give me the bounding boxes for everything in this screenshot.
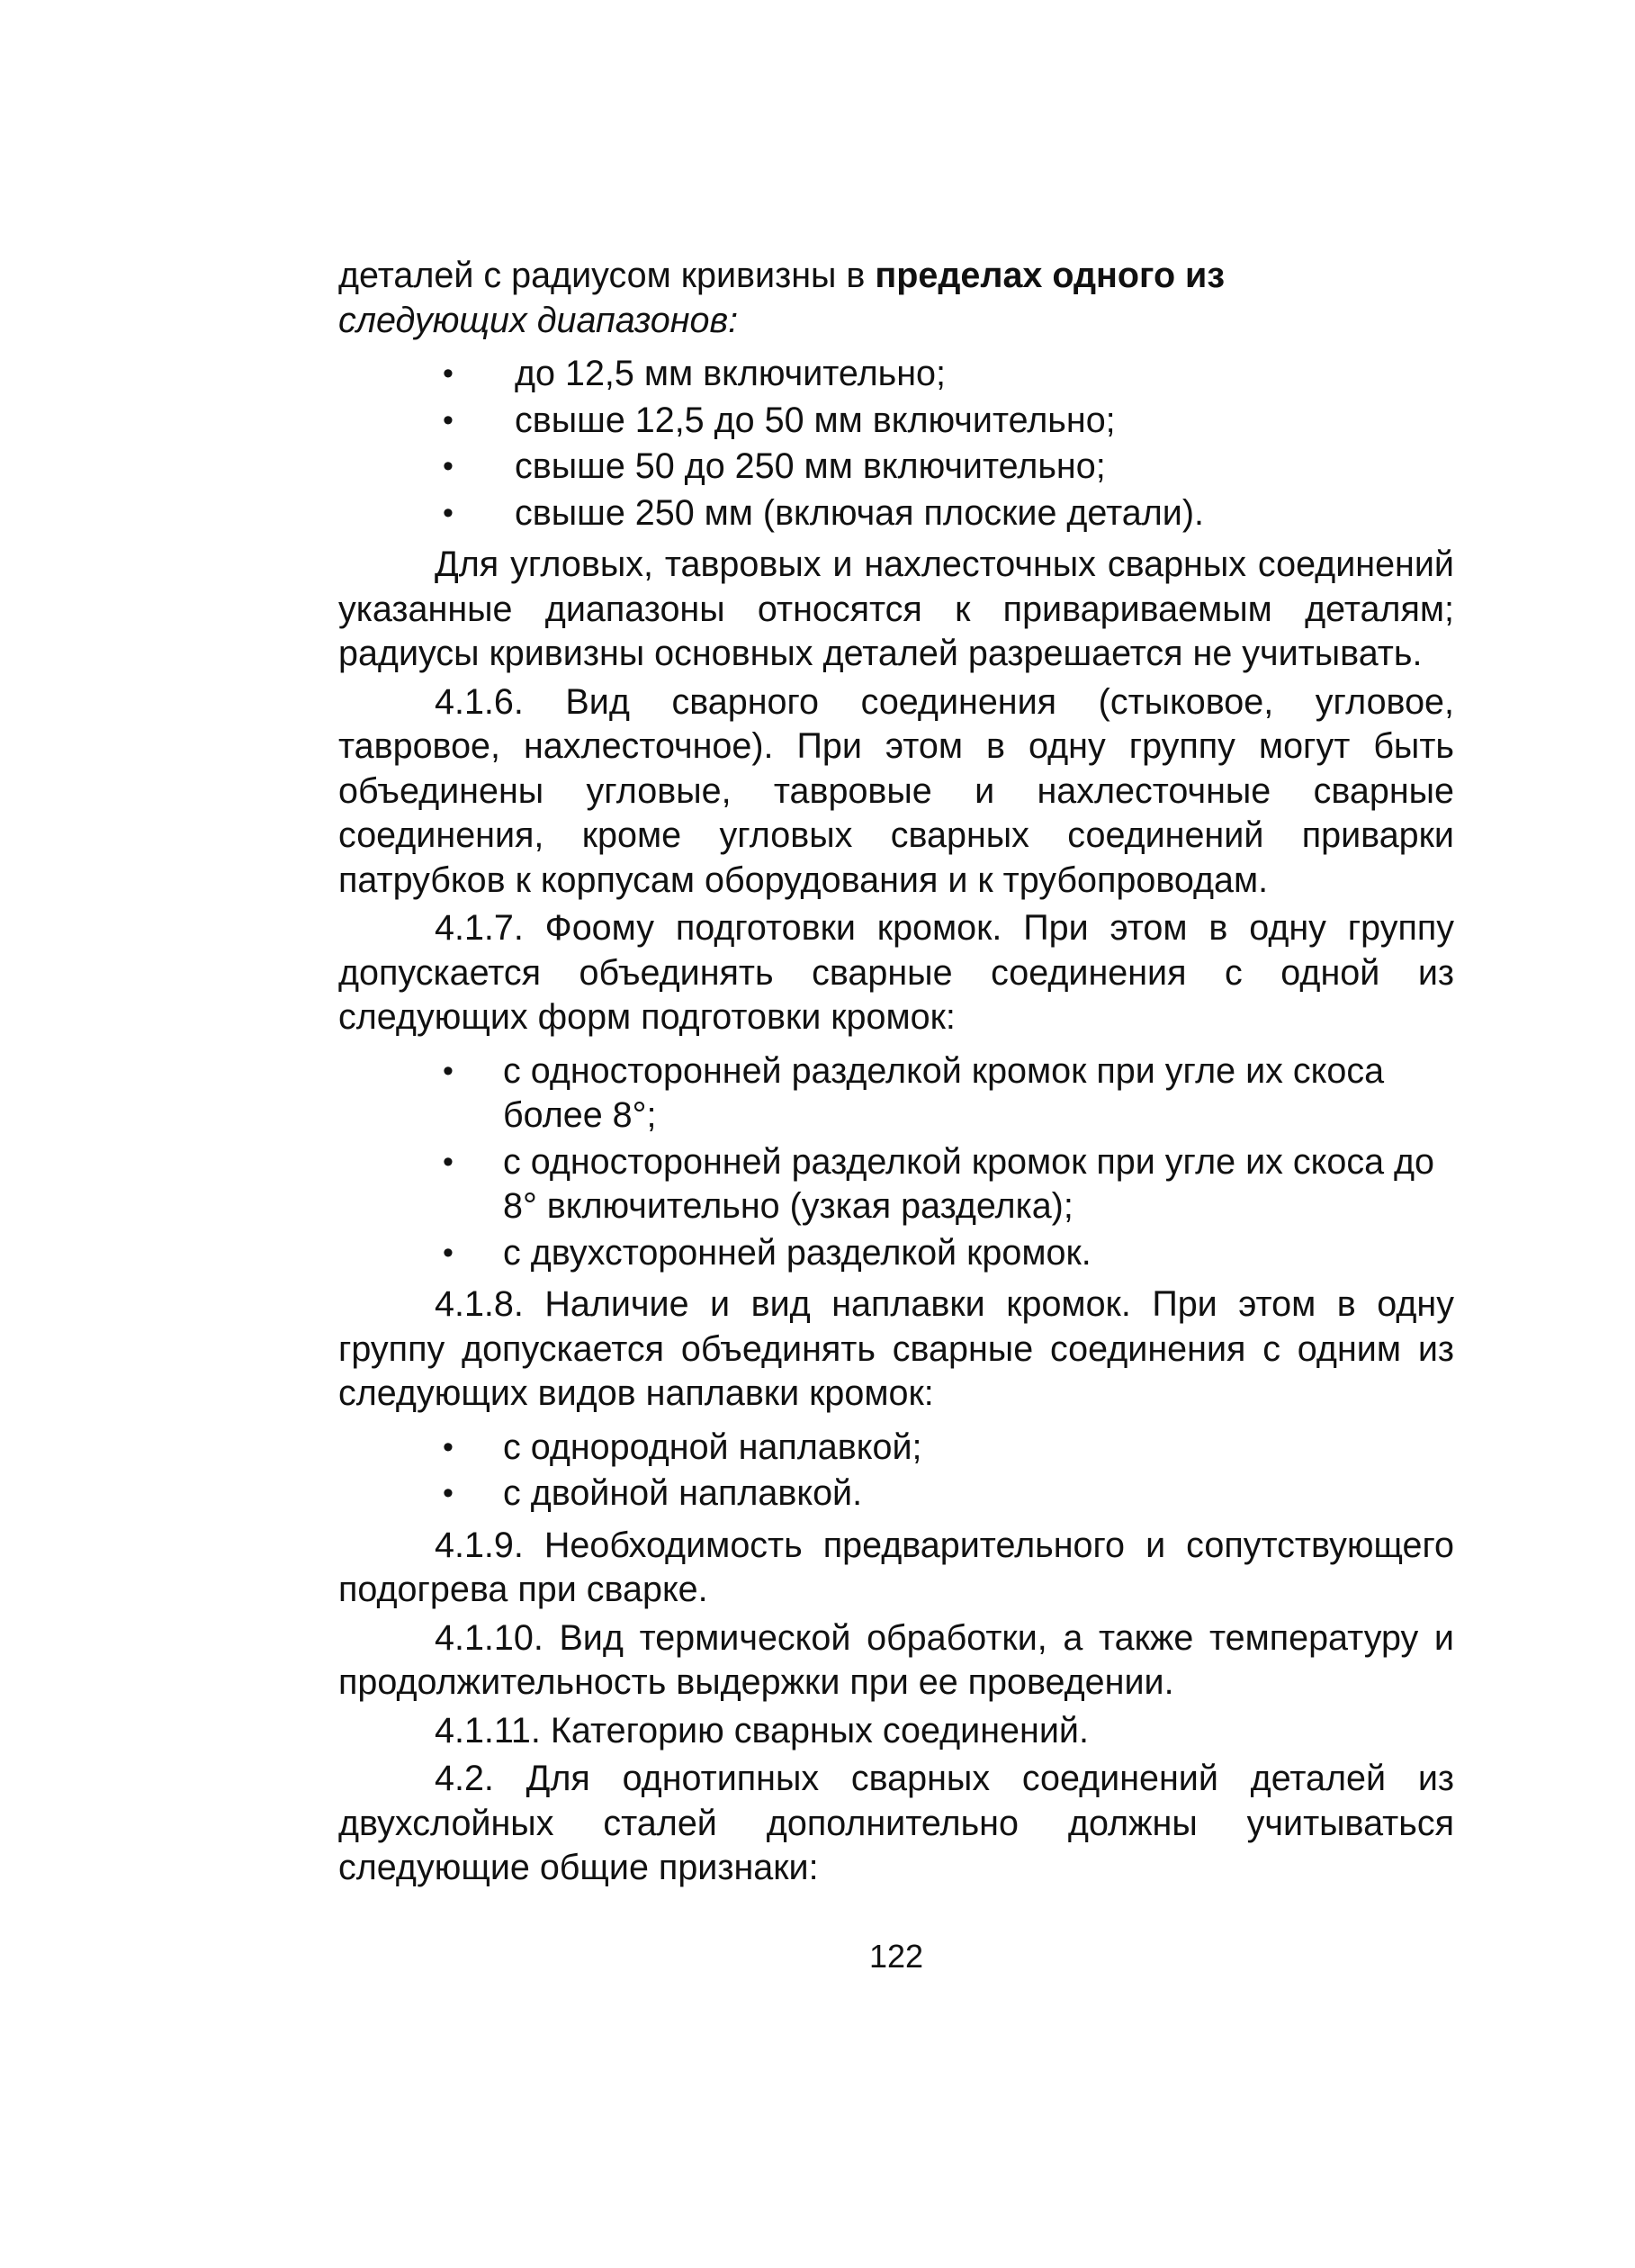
- bullet-icon: •: [443, 1144, 454, 1179]
- bullet-icon: •: [443, 449, 454, 483]
- edge-preparation-list: [338, 1049, 1454, 1276]
- list-item: • с двойной наплавкой.: [338, 1472, 1454, 1516]
- section-4-1-8: 4.1.8. Наличие и вид наплавки кромок. При этом в одну группу допускается объединять сварные соединения с одним из следующих видов наплавки кромок:: [338, 1284, 1454, 1413]
- list-item: • свыше 12,5 до 50 мм включительно;: [338, 399, 1454, 444]
- bullet-icon: •: [443, 1053, 454, 1088]
- bullet-icon: •: [443, 1429, 454, 1464]
- intro-paragraph: [338, 254, 1454, 343]
- section-4-2: 4.2. Для однотипных сварных соединений деталей из двухслойных сталей дополнительно должны учитываться следующие общие признаки:: [338, 1759, 1454, 1887]
- list-item: • с однородной наплавкой;: [338, 1426, 1454, 1471]
- list-item: • свыше 50 до 250 мм включительно;: [338, 445, 1454, 490]
- section-4-1-10: 4.1.10. Вид термической обработки, а также температуру и продолжительность выдержки при ее проведении.: [338, 1617, 1454, 1702]
- bullet-icon: •: [443, 1476, 454, 1510]
- bullet-icon: •: [443, 495, 454, 530]
- overlay-type-list: [338, 1426, 1454, 1516]
- list-item: • с односторонней разделкой кромок при угле их скоса до 8° включительно (узкая разделка);: [443, 1141, 1435, 1226]
- bullet-icon: •: [443, 356, 454, 391]
- list-item: • свыше 250 мм (включая плоские детали).: [338, 491, 1454, 536]
- bullet-icon: •: [443, 1235, 454, 1270]
- intro-italic-text: следующих диапазонов:: [338, 300, 739, 340]
- list-item: • с односторонней разделкой кромок при угле их скоса более 8°;: [443, 1050, 1385, 1135]
- intro-bold-text: пределах одного из: [875, 256, 1225, 295]
- document-page: [338, 254, 1454, 1975]
- radius-range-list: [338, 352, 1454, 536]
- section-4-1-7: 4.1.7. Фоому подготовки кромок. При этом в одну группу допускается объединять сварные соединения с одной из следующих форм подготовки кромок:: [338, 908, 1454, 1037]
- bullet-icon: •: [443, 402, 454, 437]
- section-4-1-6: 4.1.6. Вид сварного соединения (стыковое, угловое, тавровое, нахлесточное). При этом в одну группу могут быть объединены угловые, тавровые и нахлесточные сварные соединения, кроме угловых сварных соединений приварки патрубков к корпусам оборудования и к трубопроводам.: [338, 681, 1454, 900]
- section-4-1-11: 4.1.11. Категорию сварных соединений.: [435, 1710, 1089, 1750]
- angle-joints-paragraph: Для угловых, тавровых и нахлесточных сварных соединений указанные диапазоны относятся к привариваемым деталям; радиусы кривизны основных деталей разрешается не учитывать.: [338, 544, 1454, 673]
- intro-text: деталей с радиусом кривизны в: [338, 256, 876, 295]
- list-item: • до 12,5 мм включительно;: [338, 352, 1454, 397]
- section-4-1-9: 4.1.9. Необходимость предварительного и сопутствующего подогрева при сварке.: [338, 1525, 1454, 1609]
- page-number: 122: [868, 1938, 924, 1975]
- list-item: • с двухсторонней разделкой кромок.: [338, 1231, 1454, 1276]
